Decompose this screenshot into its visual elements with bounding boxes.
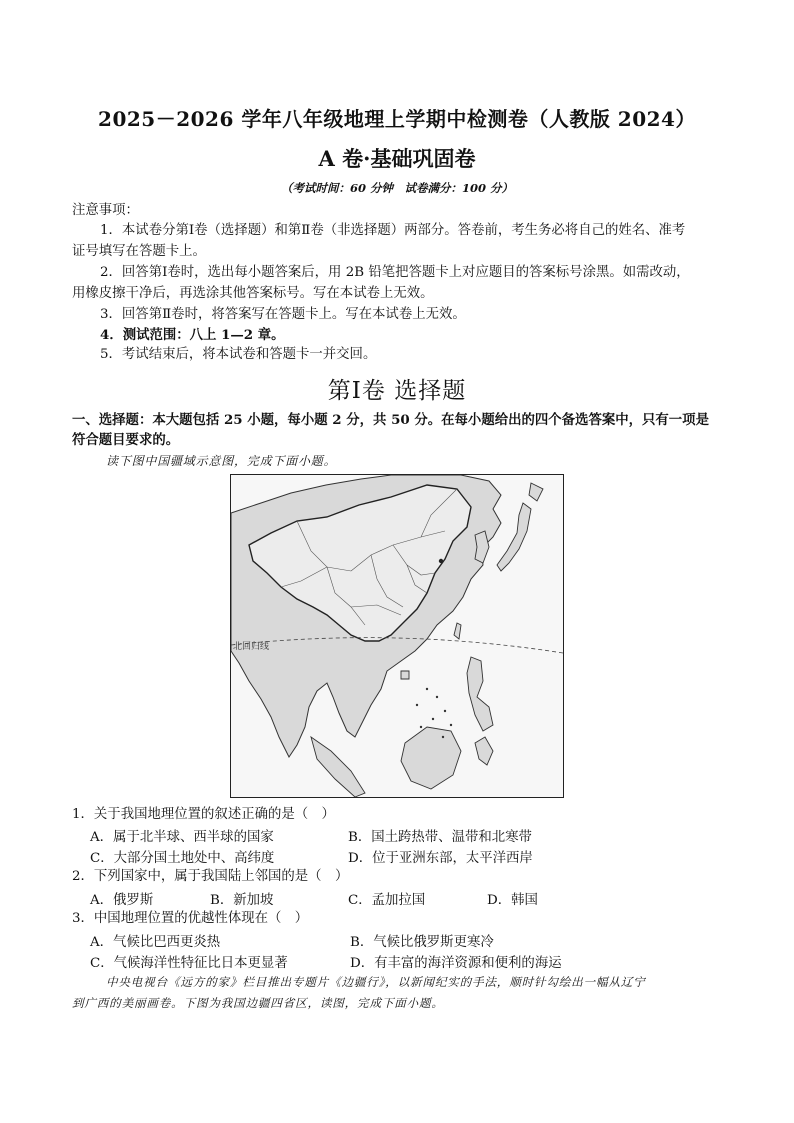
question-2-option-d[interactable]: D．韩国: [487, 893, 538, 908]
note-4: 4．测试范围：八上 1—2 章。: [100, 327, 285, 343]
note-3: 3．回答第Ⅱ卷时，将答案写在答题卡上。写在本试卷上无效。: [100, 307, 466, 322]
notes-heading: 注意事项：: [72, 203, 139, 218]
question-1-option-a[interactable]: A．属于北半球、西半球的国家: [90, 830, 274, 845]
section-title: 第Ⅰ卷 选择题: [327, 378, 467, 404]
passage-line-2: 到广西的美丽画卷。下图为我国边疆四省区，读图，完成下面小题。: [72, 996, 444, 1010]
question-3-option-a[interactable]: A．气候比巴西更炎热: [90, 935, 221, 950]
map-drawing: [231, 475, 563, 797]
question-2-option-b[interactable]: B．新加坡: [210, 893, 274, 908]
exam-subtitle: A 卷·基础巩固卷: [318, 146, 476, 171]
question-3-option-d[interactable]: D．有丰富的海洋资源和便利的海运: [350, 956, 562, 971]
note-1-line-2: 证号填写在答题卡上。: [72, 244, 206, 259]
question-2-option-a[interactable]: A．俄罗斯: [90, 893, 154, 908]
question-1-option-d[interactable]: D．位于亚洲东部，太平洋西岸: [348, 851, 533, 866]
question-1-option-c[interactable]: C．大部分国土地处中、高纬度: [90, 851, 275, 866]
note-2-line-2: 用橡皮擦干净后，再选涂其他答案标号。写在本试卷上无效。: [72, 286, 434, 301]
section-instruction-line-2: 符合题目要求的。: [72, 432, 180, 448]
question-1-stem: 1．关于我国地理位置的叙述正确的是（ ）: [72, 807, 335, 822]
note-2-line-1: 2．回答第Ⅰ卷时，选出每小题答案后，用 2B 铅笔把答题卡上对应题目的答案标号涂黑。如需改动，: [100, 265, 690, 280]
question-1-option-b[interactable]: B．国土跨热带、温带和北寒带: [348, 830, 532, 845]
exam-info: （考试时间：60 分钟 试卷满分：100 分）: [280, 181, 513, 195]
question-2-option-c[interactable]: C．孟加拉国: [348, 893, 426, 908]
question-3-stem: 3．中国地理位置的优越性体现在（ ）: [72, 911, 309, 926]
map-intro: 读下图中国疆域示意图，完成下面小题。: [106, 454, 337, 468]
china-territory-map: [230, 474, 564, 798]
section-instruction-line-1: 一、选择题：本大题包括 25 小题，每小题 2 分，共 50 分。在每小题给出的四个备选答案中，只有一项是: [72, 412, 709, 428]
question-3-option-c[interactable]: C．气候海洋性特征比日本更显著: [90, 956, 288, 971]
question-3-option-b[interactable]: B．气候比俄罗斯更寒冷: [350, 935, 494, 950]
note-1-line-1: 1．本试卷分第Ⅰ卷（选择题）和第Ⅱ卷（非选择题）两部分。答卷前，考生务必将自己的姓名、准考: [100, 223, 686, 238]
passage-line-1: 中央电视台《远方的家》栏目推出专题片《边疆行》，以新闻纪实的手法，顺时针勾绘出一幅从辽宁: [106, 975, 646, 989]
note-5: 5．考试结束后，将本试卷和答题卡一并交回。: [100, 347, 377, 362]
question-2-stem: 2．下列国家中，属于我国陆上邻国的是（ ）: [72, 869, 349, 884]
exam-title: 2025－2026 学年八年级地理上学期中检测卷（人教版 2024）: [98, 107, 696, 131]
tropic-of-cancer-label: 北回归线: [233, 642, 270, 652]
